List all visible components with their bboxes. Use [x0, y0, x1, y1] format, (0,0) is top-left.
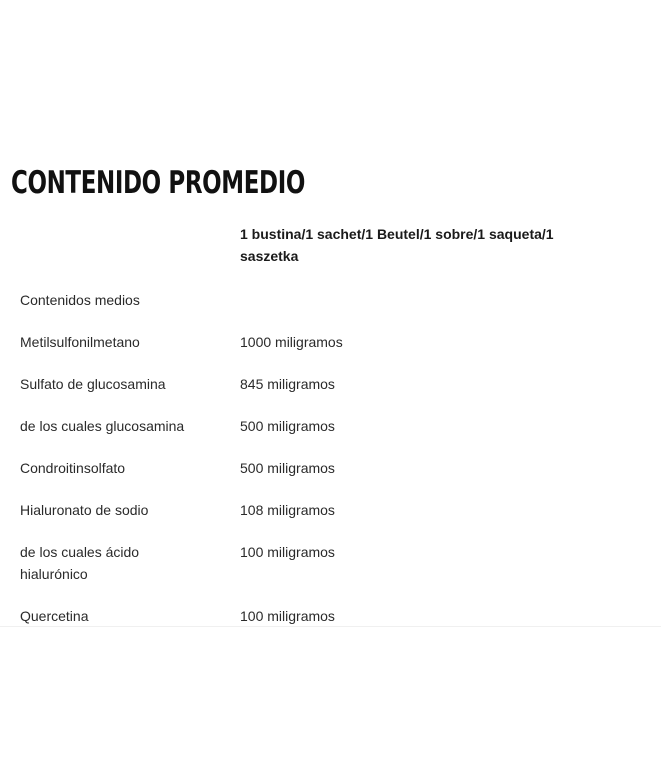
nutrient-name: de los cuales glucosamina	[20, 418, 185, 434]
nutrient-value: 1000 miligramos	[240, 334, 343, 350]
nutrient-name: Contenidos medios	[20, 292, 140, 308]
serving-size-header: 1 bustina/1 sachet/1 Beutel/1 sobre/1 saqueta/1 saszetka	[240, 226, 554, 264]
table-header-row	[20, 223, 620, 267]
nutrient-name: de los cuales ácido hialurónico	[20, 544, 140, 582]
table-row	[20, 289, 620, 311]
table-row	[20, 499, 620, 521]
nutrient-name: Sulfato de glucosamina	[20, 376, 166, 392]
table-row	[20, 373, 620, 395]
nutrient-value: 845 miligramos	[240, 376, 335, 392]
nutrient-name: Quercetina	[20, 608, 89, 624]
nutrient-value: 500 miligramos	[240, 418, 335, 434]
table-row	[20, 331, 620, 353]
table-row	[20, 541, 620, 585]
nutrition-table	[20, 223, 620, 647]
table-row	[20, 605, 620, 627]
nutrient-value: 500 miligramos	[240, 460, 335, 476]
nutrient-name: Condroitinsolfato	[20, 460, 126, 476]
nutrient-name: Metilsulfonilmetano	[20, 334, 140, 350]
nutrient-name-cell	[20, 541, 240, 585]
table-row	[20, 415, 620, 437]
section-title: CONTENIDO PROMEDIO	[11, 165, 306, 201]
table-row	[20, 457, 620, 479]
nutrient-value: 100 miligramos	[240, 544, 335, 560]
nutrient-value: 100 miligramos	[240, 608, 335, 624]
nutrient-value: 108 miligramos	[240, 502, 335, 518]
nutrient-name: Hialuronato de sodio	[20, 502, 149, 518]
